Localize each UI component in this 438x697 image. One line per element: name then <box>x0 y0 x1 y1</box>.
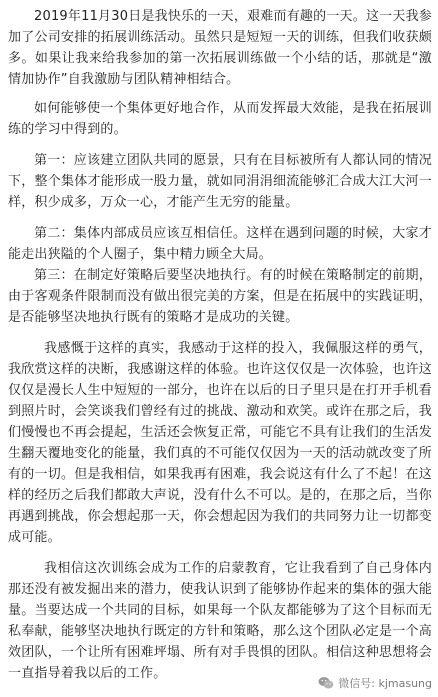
paragraph-question: 如何能够使一个集体更好地合作，从而发挥最大效能，是我在拓展训练的学习中得到的。 <box>8 101 432 137</box>
wechat-icon <box>318 676 334 690</box>
paragraph-point-three: 第三：在制定好策略后要坚决地执行。有的时候在策略制定的前期，由于客观条件限制而没有做出很完美的方案，但是在拓展中的实践证明，是否能够坚决地执行既有的策略才是成功的关键。 <box>8 268 432 325</box>
paragraph-intro: 2019年11月30日是我快乐的一天，艰难而有趣的一天。这一天我参加了公司安排的拓展训练活动。虽然只是短短一天的训练，但我们收获颇多。如果让我来给我参加的第一次拓展训练做一个小结的话，那就是“激情加协作”自我激励与团队精神相结合。 <box>8 9 432 87</box>
spacer <box>8 328 432 338</box>
wechat-watermark <box>318 675 432 691</box>
paragraph-point-two: 第二：集体内部成员应该互相信任。这样在遇到问题的时候，大家才能走出狭隘的个人圈子，集中精力顾全大局。 <box>8 226 432 262</box>
paragraph-conclusion: 我相信这次训练会成为工作的启蒙教育，它让我看到了自己身体内那还没有被发掘出来的潜力，使我认识到了能够协作起来的集体的强大能量。当要达成一个共同的目标，如果每一个队友都能够为了这个目标而无私奉献，能够坚决地执行既定的方针和策略，那么这个团队必定是一个高效团队，一个让所有困难坪塌、所有对手畏惧的团队。相信这种思想将会一直指导着我以后的工作。 <box>8 561 432 681</box>
watermark-label: 微信号: kjmasung <box>338 677 432 690</box>
spacer <box>8 140 432 150</box>
article-body <box>8 6 432 684</box>
paragraph-point-one: 第一：应该建立团队共同的愿景，只有在目标被所有人都认同的情况下，整个集体才能形成一股力量，就如同涓涓细流能够汇合成大江大河一样，积少成多，万众一心，才能产生无穷的能量。 <box>8 153 432 210</box>
spacer <box>8 213 432 223</box>
paragraph-reflection: 我感慨于这样的真实，我感动于这样的投入，我佩服这样的勇气，我欣赏这样的决断，我感谢这样的体验。也许这仅仅是一次体验，也许这仅仅是漫长人生中短短的一部分，也许在以后的日子里只是在打开手机看到照片时，会笑谈我们曾经有过的挑战、激动和欢笑。或许在那之后，我们慢慢也不再会提起，生活还会恢复正常，可能它不具有让我们的生活发生翻天覆地变化的能量，我们真的不可能仅仅因为一天的活动就改变了所有的一切。但是我相信，如果我再有困难，我会说这有什么了不起！在这样的经历之后我们都敢大声说，没有什么不可以。是的，在那之后，当你再遇到挑战，你会想起那一天，你会想起因为我们的共同努力让一切都变成可能。 <box>8 341 432 545</box>
spacer <box>8 548 432 558</box>
